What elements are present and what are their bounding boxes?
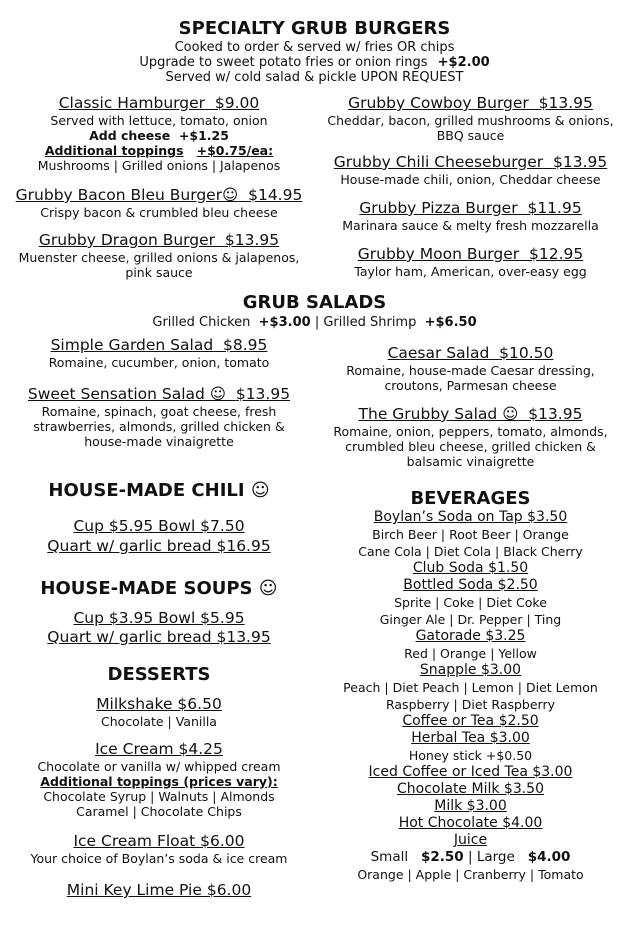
bev-chocolate-milk: Chocolate Milk $3.50 <box>397 781 544 797</box>
dessert-toppings-list-1: Chocolate Syrup | Walnuts | Almonds <box>43 789 275 804</box>
chili-quart: Quart w/ garlic bread $16.95 <box>47 537 271 555</box>
bev-boylans-d1: Birch Beer | Root Beer | Orange <box>372 527 569 542</box>
burger-pizza: Grubby Pizza Burger $11.95 <box>359 199 582 217</box>
dessert-float-desc: Your choice of Boylan’s soda & ice cream <box>30 851 288 866</box>
bev-juice-sizes: Small $2.50 | Large $4.00 <box>370 849 571 865</box>
burger-cowboy-desc-1: Cheddar, bacon, grilled mushrooms & onions, <box>327 113 614 128</box>
dessert-ice-cream-desc: Chocolate or vanilla w/ whipped cream <box>37 759 281 774</box>
dessert-toppings-label: Additional toppings (prices vary): <box>40 774 278 789</box>
chili-heading: HOUSE-MADE CHILI ☺ <box>48 480 270 501</box>
salad-caesar: Caesar Salad $10.50 <box>387 344 554 362</box>
add-cheese: Add cheese +$1.25 <box>89 128 229 143</box>
bev-coffee-tea: Coffee or Tea $2.50 <box>402 713 539 729</box>
salad-garden: Simple Garden Salad $8.95 <box>50 336 268 354</box>
salads-heading: GRUB SALADS <box>242 292 387 313</box>
burger-classic: Classic Hamburger $9.00 <box>58 94 260 112</box>
chili-cup-bowl: Cup $5.95 Bowl $7.50 <box>73 517 245 535</box>
salad-addons: Grilled Chicken +$3.00 | Grilled Shrimp +$6.50 <box>152 315 477 330</box>
burger-chili-cheese-desc: House-made chili, onion, Cheddar cheese <box>340 172 601 187</box>
salad-grubby-desc-1: Romaine, onion, peppers, tomato, almonds, <box>333 424 608 439</box>
dessert-milkshake-desc: Chocolate | Vanilla <box>101 714 217 729</box>
bev-snapple: Snapple $3.00 <box>419 662 522 678</box>
bev-juice-d1: Orange | Apple | Cranberry | Tomato <box>357 867 584 882</box>
toppings-label: Additional toppings +$0.75/ea: <box>44 143 274 158</box>
bev-juice: Juice <box>453 832 488 848</box>
salad-caesar-desc-1: Romaine, house-made Caesar dressing, <box>346 363 595 378</box>
burger-pizza-desc: Marinara sauce & melty fresh mozzarella <box>342 218 599 233</box>
dessert-key-lime-pie: Mini Key Lime Pie $6.00 <box>66 881 252 899</box>
burgers-heading: SPECIALTY GRUB BURGERS <box>178 18 451 39</box>
bev-bottled-d1: Sprite | Coke | Diet Coke <box>394 595 547 610</box>
bev-herbal-tea: Herbal Tea $3.00 <box>411 730 530 746</box>
bev-hot-chocolate: Hot Chocolate $4.00 <box>398 815 543 831</box>
bev-bottled-soda: Bottled Soda $2.50 <box>403 577 538 593</box>
dessert-ice-cream: Ice Cream $4.25 <box>95 740 223 758</box>
bev-gatorade: Gatorade $3.25 <box>415 628 526 644</box>
bev-gatorade-d1: Red | Orange | Yellow <box>404 646 537 661</box>
burger-bacon-bleu: Grubby Bacon Bleu Burger☺ $14.95 <box>15 186 303 204</box>
bev-club-soda: Club Soda $1.50 <box>412 560 529 576</box>
bev-snapple-d2: Raspberry | Diet Raspberry <box>385 697 556 712</box>
burgers-upgrade <box>0 55 629 71</box>
burgers-intro2: Served w/ cold salad & pickle UPON REQUEST <box>165 70 464 85</box>
burger-dragon: Grubby Dragon Burger $13.95 <box>38 231 280 249</box>
burger-cowboy-desc-2: BBQ sauce <box>436 128 505 143</box>
salad-caesar-desc-2: croutons, Parmesan cheese <box>384 378 557 393</box>
desserts-heading: DESSERTS <box>107 664 211 685</box>
burger-chili-cheese: Grubby Chili Cheeseburger $13.95 <box>333 153 608 171</box>
burger-moon-desc: Taylor ham, American, over-easy egg <box>354 264 587 279</box>
soups-quart: Quart w/ garlic bread $13.95 <box>47 628 271 646</box>
upgrade-price: +$2.00 <box>437 55 490 70</box>
bev-herbal-d1: Honey stick +$0.50 <box>408 748 533 763</box>
soups-cup-bowl: Cup $3.95 Bowl $5.95 <box>73 609 245 627</box>
salad-grubby-desc-3: balsamic vinaigrette <box>406 454 535 469</box>
toppings-list: Mushrooms | Grilled onions | Jalapenos <box>37 158 281 173</box>
burger-dragon-desc-1: Muenster cheese, grilled onions & jalapenos, <box>18 250 300 265</box>
bev-boylans-d2: Cane Cola | Diet Cola | Black Cherry <box>358 544 583 559</box>
burger-bacon-bleu-desc: Crispy bacon & crumbled bleu cheese <box>40 205 278 220</box>
salad-sweet-sensation: Sweet Sensation Salad ☺ $13.95 <box>27 385 291 403</box>
salad-sweet-desc-2: strawberries, almonds, grilled chicken & <box>33 419 285 434</box>
salad-grubby: The Grubby Salad ☺ $13.95 <box>358 405 583 423</box>
bev-boylans: Boylan’s Soda on Tap $3.50 <box>373 509 568 525</box>
beverages-heading: BEVERAGES <box>410 488 531 509</box>
bev-iced: Iced Coffee or Iced Tea $3.00 <box>368 764 573 780</box>
burger-moon: Grubby Moon Burger $12.95 <box>357 245 584 263</box>
salad-sweet-desc-1: Romaine, spinach, goat cheese, fresh <box>41 404 277 419</box>
bev-milk: Milk $3.00 <box>434 798 507 814</box>
burger-dragon-desc-2: pink sauce <box>125 265 193 280</box>
dessert-milkshake: Milkshake $6.50 <box>96 695 222 713</box>
dessert-float: Ice Cream Float $6.00 <box>73 832 245 850</box>
bev-bottled-d2: Ginger Ale | Dr. Pepper | Ting <box>379 612 562 627</box>
upgrade-text: Upgrade to sweet potato fries or onion rings <box>139 55 428 70</box>
burger-cowboy: Grubby Cowboy Burger $13.95 <box>348 94 593 112</box>
bev-snapple-d1: Peach | Diet Peach | Lemon | Diet Lemon <box>343 680 598 695</box>
dessert-toppings-list-2: Caramel | Chocolate Chips <box>76 804 242 819</box>
soups-heading: HOUSE-MADE SOUPS ☺ <box>40 578 278 599</box>
salad-grubby-desc-2: crumbled bleu cheese, grilled chicken & <box>345 439 596 454</box>
burgers-intro: Cooked to order & served w/ fries OR chips <box>174 40 455 55</box>
burger-classic-desc: Served with lettuce, tomato, onion <box>50 113 268 128</box>
salad-garden-desc: Romaine, cucumber, onion, tomato <box>48 355 270 370</box>
salad-sweet-desc-3: house-made vinaigrette <box>84 434 234 449</box>
